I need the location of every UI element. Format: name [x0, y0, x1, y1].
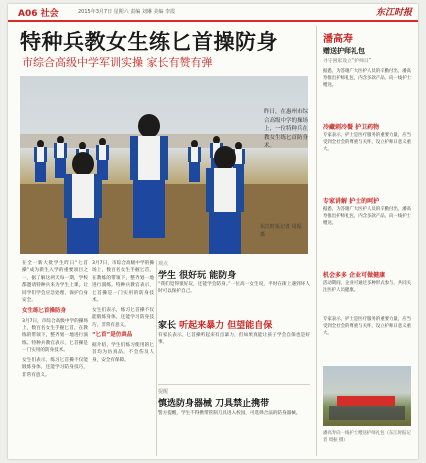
sidebar-text: 据悉，为答谢广大医护人员的辛勤付出，潘高寿推出护师礼包，内含多款产品，向一线护士赠送。 — [323, 207, 411, 227]
section-label: A06 社会 — [18, 9, 59, 19]
sidebar-text: 专家表示，护士是医疗服务的重要力量，应当受到全社会的尊重与关怀，设立护师日意义重大。 — [323, 133, 411, 153]
body-paragraph: 3月7日，市综合高级中学的操场上，数百名女生手握匕首，在教练的带领下，整齐划一地进行演练。特种兵教官表示，匕首操是一门实用的防身技术。 — [22, 318, 88, 354]
opinion-heading-parents — [158, 318, 272, 331]
sidebar-heading-2: 专家讲解 护士的呵护 — [323, 198, 380, 205]
opinion-parents-text — [158, 332, 310, 349]
body-paragraph: 3月7日，市综合高级中学的操场上，数百名女生手握匕首，在教练的带领下，整齐划一地进行演练。特种兵教官表示，匕首操是一门实用的防身技术。 — [92, 261, 154, 304]
section-divider — [158, 384, 310, 385]
section-tag-reminder: 提醒 — [158, 389, 169, 395]
body-lead: 在全一新大批学生昨日“七首操”成为新生入学的重要项目之一，据了解这两天每一期，学校都邀请特种兵来为学生上课，让同学们学会应急处理，保护自身安全。 — [22, 261, 88, 304]
newspaper-logo: 东江时报 — [375, 8, 412, 18]
section-tag-opinion: 观点 — [158, 261, 169, 267]
opinion-students-text — [158, 281, 310, 298]
sidebar-text: 活动期间，企业可通过多种形式参与，共同关注医护人员健康。 — [323, 281, 411, 294]
subheadline: 市综合高级中学军训实操 家长有赞有弹 — [22, 56, 213, 69]
body-paragraph: 警方提醒，学生不得携带管制刀具进入校园，可选择合法的防身器械。 — [158, 411, 301, 416]
newspaper-page — [8, 4, 418, 459]
body-paragraph: 据介绍，学生们练习使用的匕首均为仿真品，不会伤及人身，安全有保障。 — [92, 342, 154, 363]
sidebar-photo — [323, 366, 411, 426]
reminder-heading: 慎选防身器械 刀具禁止携带 — [158, 399, 270, 409]
page-header — [8, 4, 418, 22]
sidebar-kicker: 寻守困家设立“护师日” — [323, 59, 372, 64]
body-paragraph: 女生们表示，练习匕首操不仅能锻炼身体，还能学习防身技巧，非常有意义。 — [22, 357, 88, 378]
sidebar-title: 潘高寿 — [323, 34, 353, 45]
parents-heading: 听起来暴力 但望能自保 — [179, 321, 273, 331]
body-column-left — [22, 260, 88, 381]
sidebar-text: 专家表示，护士是医疗服务的重要力量，应当受到全社会的尊重与关怀，设立护师日意义重大。 — [323, 317, 411, 337]
reminder-text — [158, 410, 310, 419]
body-subhead-2: “匕首”是仿真品 — [92, 331, 133, 338]
issue-date: 2015年3月7日 星期六 责编 刘琳 美编 李霞 — [78, 9, 176, 15]
body-paragraph: “我们觉得很好玩，还能学会防身。”一位高一女生说，平时在街上遇到坏人时可以保护自己。 — [158, 282, 310, 295]
sidebar-article — [316, 26, 413, 456]
body-column-second — [92, 260, 154, 366]
photo-banner — [337, 396, 395, 406]
sidebar-heading-1: 冷藏刺冷餐 护卫药物 — [323, 124, 380, 131]
sidebar-photo-caption: 潘高寿向一线护士赠送护师礼包（东江时报记者 周振 摄） — [323, 431, 411, 444]
photo-crowd — [329, 406, 405, 420]
body-paragraph: 有家长表示，匕首操听起来有点暴力，但如果真能让孩子学会自保也是好事。 — [158, 333, 310, 346]
headline: 特种兵教女生练匕首操防身 — [20, 30, 278, 54]
sidebar-heading-3: 机会多多 企业可做健康 — [323, 272, 386, 279]
body-paragraph: 女生们表示，练习匕首操不仅能锻炼身体，还能学习防身技巧，非常有意义。 — [92, 307, 154, 328]
opinion-heading-students: 学生 很好玩 能防身 — [158, 271, 237, 281]
photo-quote: 昨日，在惠州市综合高级中学的操场上，一位特种兵在教女生练匕首防身术。 — [264, 109, 309, 150]
sidebar-text: 据悉，为答谢广大医护人员的辛勤付出，潘高寿推出护师礼包，内含多款产品，向一线护士赠送。 — [323, 69, 411, 89]
photo-credit: 东江时报记者 周振 摄 — [260, 224, 302, 238]
parents-label: 家长 — [158, 321, 177, 331]
body-subhead-1: 女生练匕首操防身 — [22, 307, 67, 314]
sidebar-subtitle: 赠送护师礼包 — [323, 47, 365, 55]
column-divider — [156, 260, 157, 456]
